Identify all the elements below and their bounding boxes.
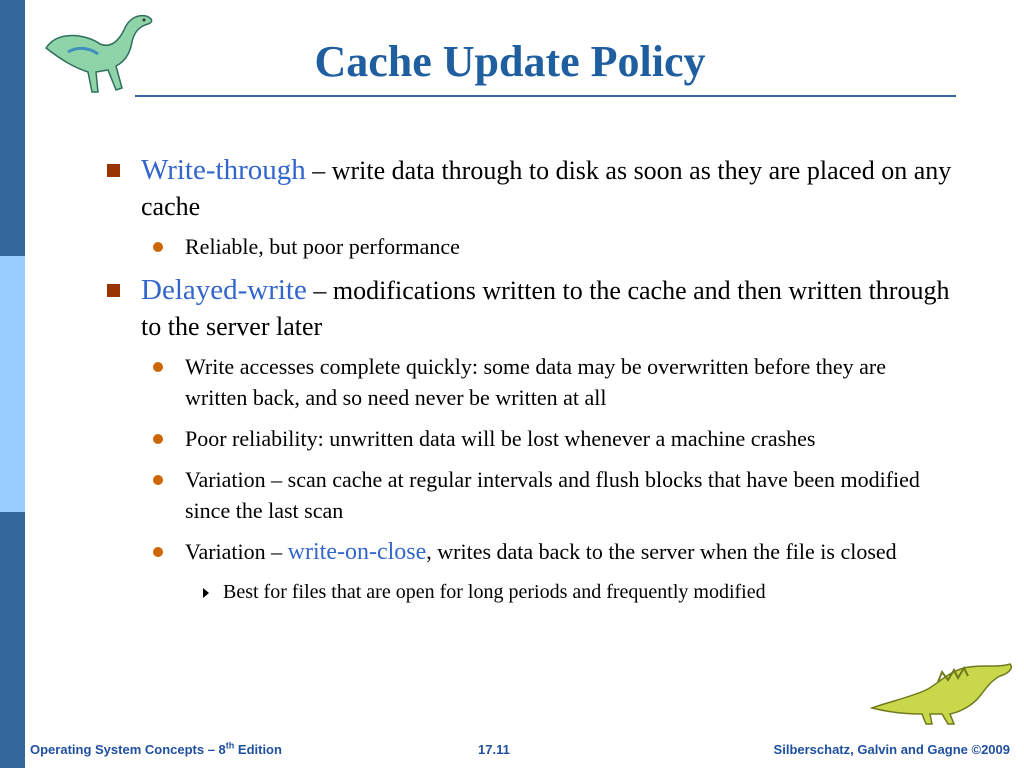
footer-left-text: Operating System Concepts – 8: [30, 742, 226, 757]
subbullet-variation-write-on-close: [103, 536, 953, 568]
subbullet-poor-reliability: [103, 423, 953, 454]
subbullet-text: Poor reliability: unwritten data will be lost whenever a machine crashes: [185, 426, 816, 451]
square-bullet-icon: [107, 284, 120, 297]
footer-book-title: [30, 742, 282, 764]
round-bullet-icon: [153, 434, 163, 444]
subbullet-prefix: Variation –: [185, 539, 288, 564]
subbullet-variation-scan: [103, 464, 953, 526]
subbullet-reliable: [103, 231, 953, 262]
title-divider: [135, 95, 956, 97]
round-bullet-icon: [153, 547, 163, 557]
strip-segment-top: [0, 0, 25, 256]
subsubbullet-text: Best for files that are open for long periods and frequently modified: [223, 581, 766, 603]
bullet-delayed-write: [103, 272, 953, 345]
footer-page-number: 17.11: [478, 742, 510, 757]
subbullet-text: Variation – scan cache at regular intervals and flush blocks that have been modified since the last scan: [185, 467, 920, 523]
slide-title: Cache Update Policy: [314, 37, 706, 86]
bullet-write-through: [103, 152, 953, 225]
round-bullet-icon: [153, 242, 163, 252]
left-decorative-strip: [0, 0, 25, 768]
footer-left-superscript: th: [225, 740, 235, 751]
round-bullet-icon: [153, 362, 163, 372]
term-delayed-write: Delayed-write: [141, 274, 307, 306]
subsubbullet-best-for-files: [103, 578, 953, 606]
bullet-text: – modifications written to the cache and then written through to the server later: [141, 276, 950, 341]
footer-authors: Silberschatz, Galvin and Gagne ©2009: [773, 742, 1010, 757]
dinosaur-logo-icon: [38, 8, 158, 96]
subbullet-text: Reliable, but poor performance: [185, 234, 460, 259]
strip-segment-middle: [0, 256, 25, 512]
strip-segment-bottom: [0, 512, 25, 768]
footer-left-edition: Edition: [234, 742, 282, 757]
slide-body: [103, 152, 953, 606]
bullet-text: – write data through to disk as soon as they are placed on any cache: [141, 156, 952, 221]
triangle-bullet-icon: [203, 588, 209, 598]
round-bullet-icon: [153, 475, 163, 485]
square-bullet-icon: [107, 164, 120, 177]
subbullet-write-accesses: [103, 351, 953, 413]
term-write-through: Write-through: [141, 154, 306, 186]
term-write-on-close: write-on-close: [287, 539, 427, 565]
subbullet-suffix: , writes data back to the server when the file is closed: [426, 539, 897, 564]
subbullet-text: Write accesses complete quickly: some data may be overwritten before they are written back, and so need never be written at all: [185, 354, 886, 410]
dinosaur-illustration-icon: [868, 658, 1018, 726]
